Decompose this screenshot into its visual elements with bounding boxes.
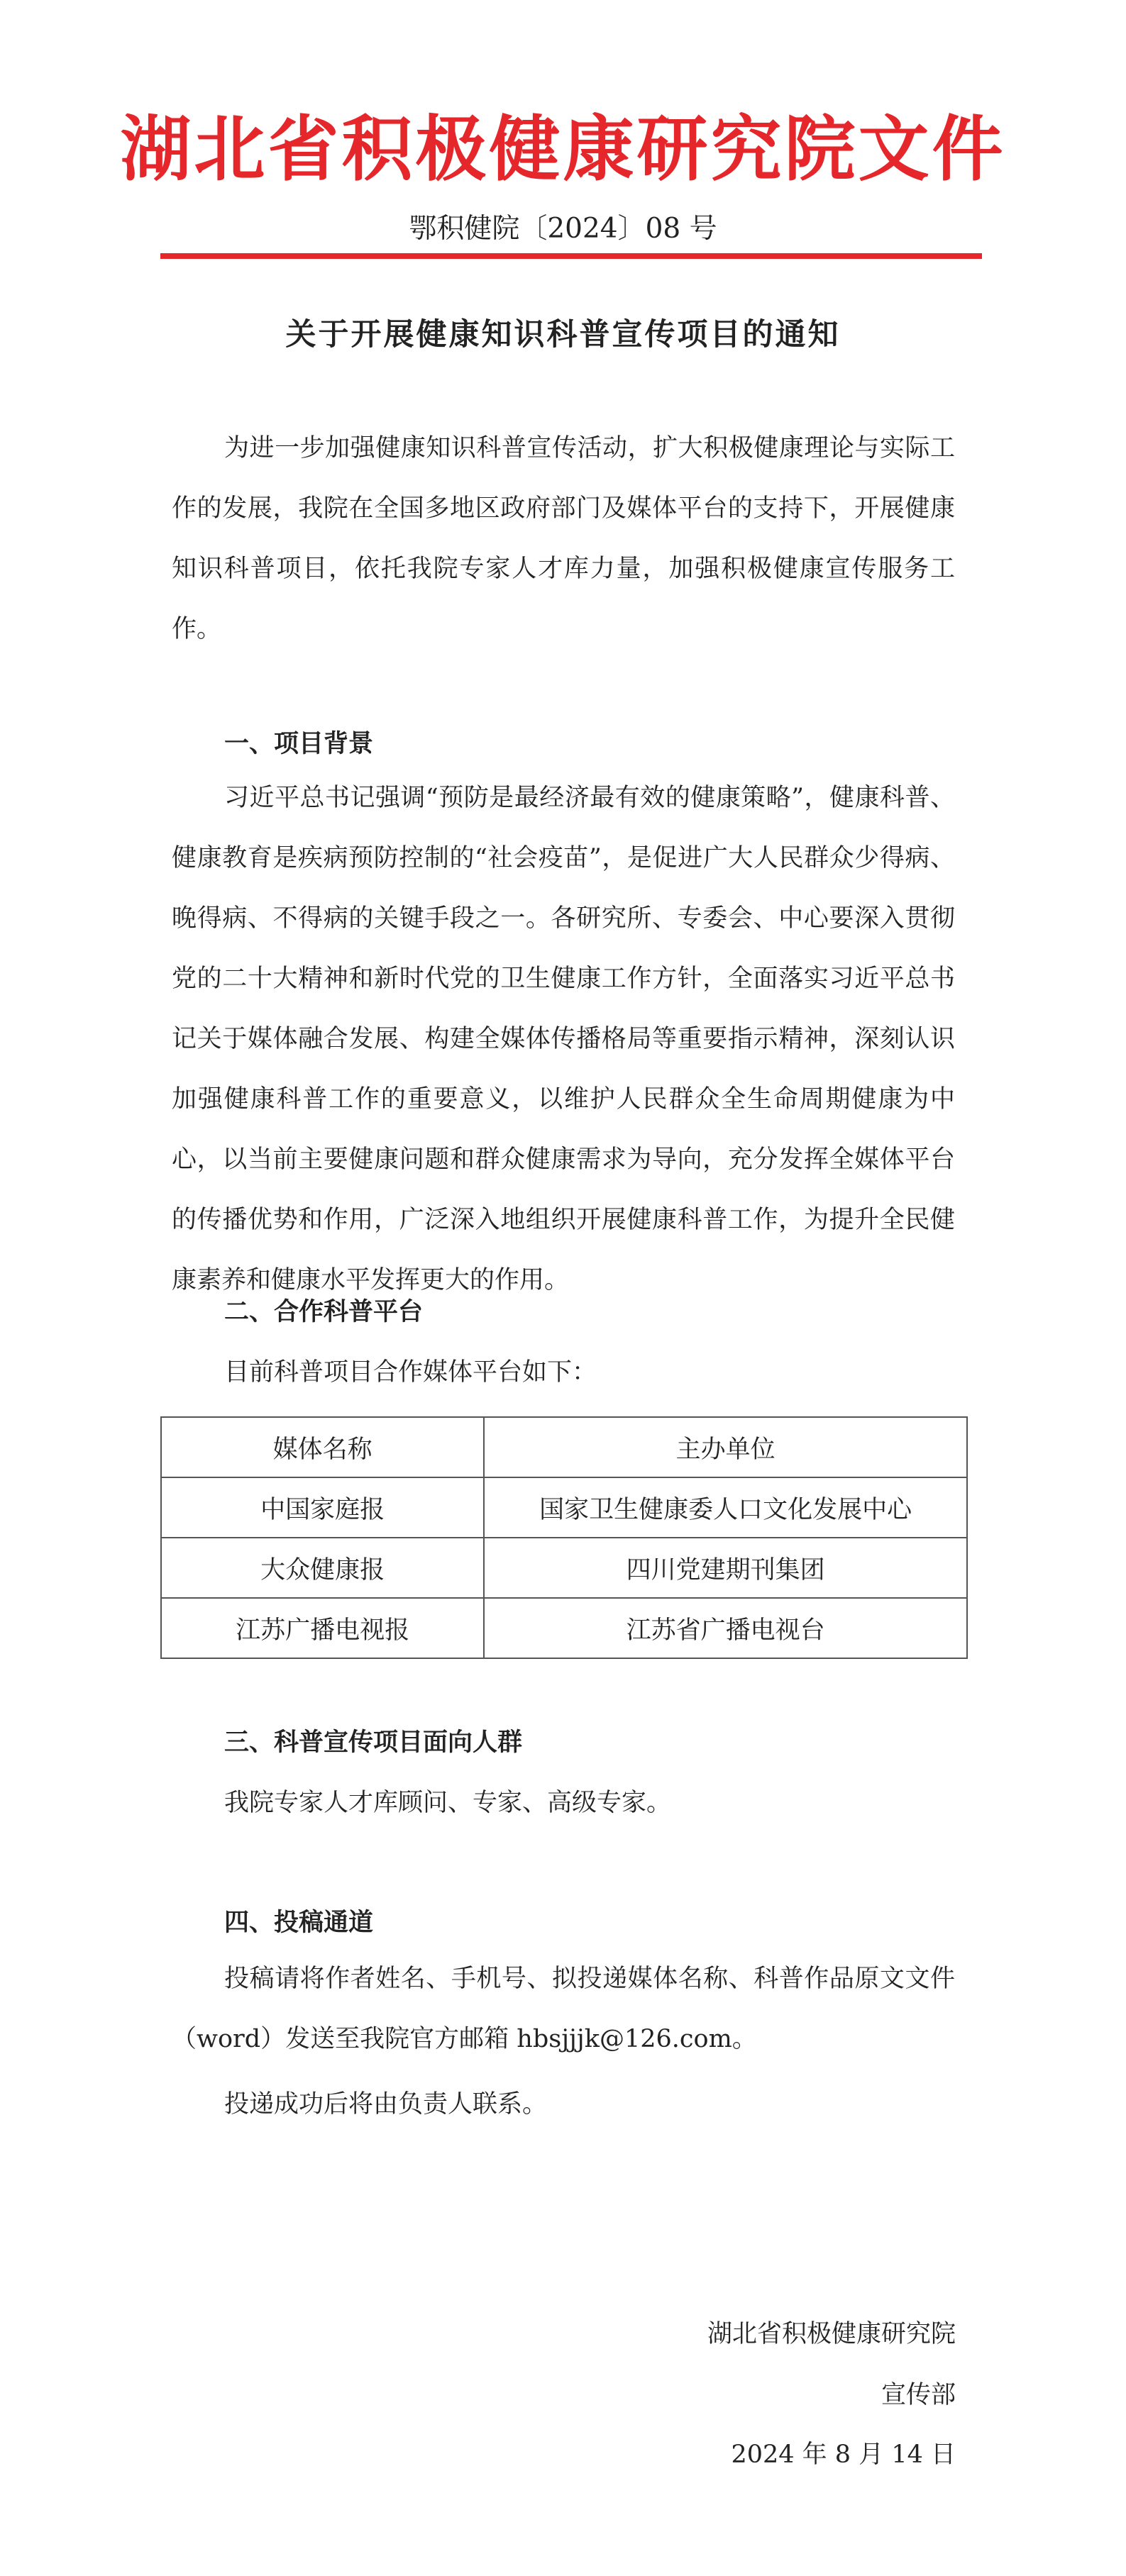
table-row xyxy=(161,1538,967,1598)
platforms-intro: 目前科普项目合作媒体平台如下： xyxy=(224,1358,597,1387)
signature-department: 宣传部 xyxy=(881,2381,956,2409)
media-platform-table xyxy=(160,1416,968,1659)
section-heading-platforms: 二、合作科普平台 xyxy=(224,1298,424,1326)
table-header-row xyxy=(161,1417,967,1477)
submission-note: 投递成功后将由负责人联系。 xyxy=(224,2090,548,2119)
host-organization-cell: 国家卫生健康委人口文化发展中心 xyxy=(484,1477,967,1538)
media-name-cell: 大众健康报 xyxy=(161,1538,484,1598)
red-divider xyxy=(160,253,982,259)
signature-date: 2024 年 8 月 14 日 xyxy=(731,2441,956,2469)
section-heading-background: 一、项目背景 xyxy=(224,730,374,758)
section-heading-audience: 三、科普宣传项目面向人群 xyxy=(224,1728,523,1757)
audience-text: 我院专家人才库顾问、专家、高级专家。 xyxy=(224,1789,672,1817)
submission-paragraph: 投稿请将作者姓名、手机号、拟投递媒体名称、科普作品原文文件（word）发送至我院官方邮箱 hbsjjjk@126.com。 xyxy=(172,1965,955,2053)
institution-title: 湖北省积极健康研究院文件 xyxy=(120,107,1006,191)
notice-title: 关于开展健康知识科普宣传项目的通知 xyxy=(285,317,841,352)
signature-organization: 湖北省积极健康研究院 xyxy=(707,2320,956,2348)
host-organization-cell: 江苏省广播电视台 xyxy=(484,1598,967,1658)
media-name-cell: 中国家庭报 xyxy=(161,1477,484,1538)
background-paragraph: 习近平总书记强调“预防是最经济最有效的健康策略”，健康科普、健康教育是疾病预防控制的“社会疫苗”，是促进广大人民群众少得病、晚得病、不得病的关键手段之一。各研究所、专委会、中心要深入贯彻党的二十大精神和新时代党的卫生健康工作方针，全面落实习近平总书记关于媒体融合发展、构建全媒体传播格局等重要指示精神，深刻认识加强健康科普工作的重要意义，以维护人民群众全生命周期健康为中心，以当前主要健康问题和群众健康需求为导向，充分发挥全媒体平台的传播优势和作用，广泛深入地组织开展健康科普工作，为提升全民健康素养和健康水平发挥更大的作用。 xyxy=(172,784,955,1294)
host-organization-cell: 四川党建期刊集团 xyxy=(484,1538,967,1598)
document-number: 鄂积健院〔2024〕08 号 xyxy=(409,213,717,245)
column-header-media-name: 媒体名称 xyxy=(161,1417,484,1477)
table-row xyxy=(161,1477,967,1538)
table-row xyxy=(161,1598,967,1658)
section-heading-submission: 四、投稿通道 xyxy=(224,1909,374,1937)
column-header-host-organization: 主办单位 xyxy=(484,1417,967,1477)
intro-paragraph: 为进一步加强健康知识科普宣传活动，扩大积极健康理论与实际工作的发展，我院在全国多地区政府部门及媒体平台的支持下，开展健康知识科普项目，依托我院专家人才库力量，加强积极健康宣传服务工作。 xyxy=(172,434,955,643)
media-name-cell: 江苏广播电视报 xyxy=(161,1598,484,1658)
